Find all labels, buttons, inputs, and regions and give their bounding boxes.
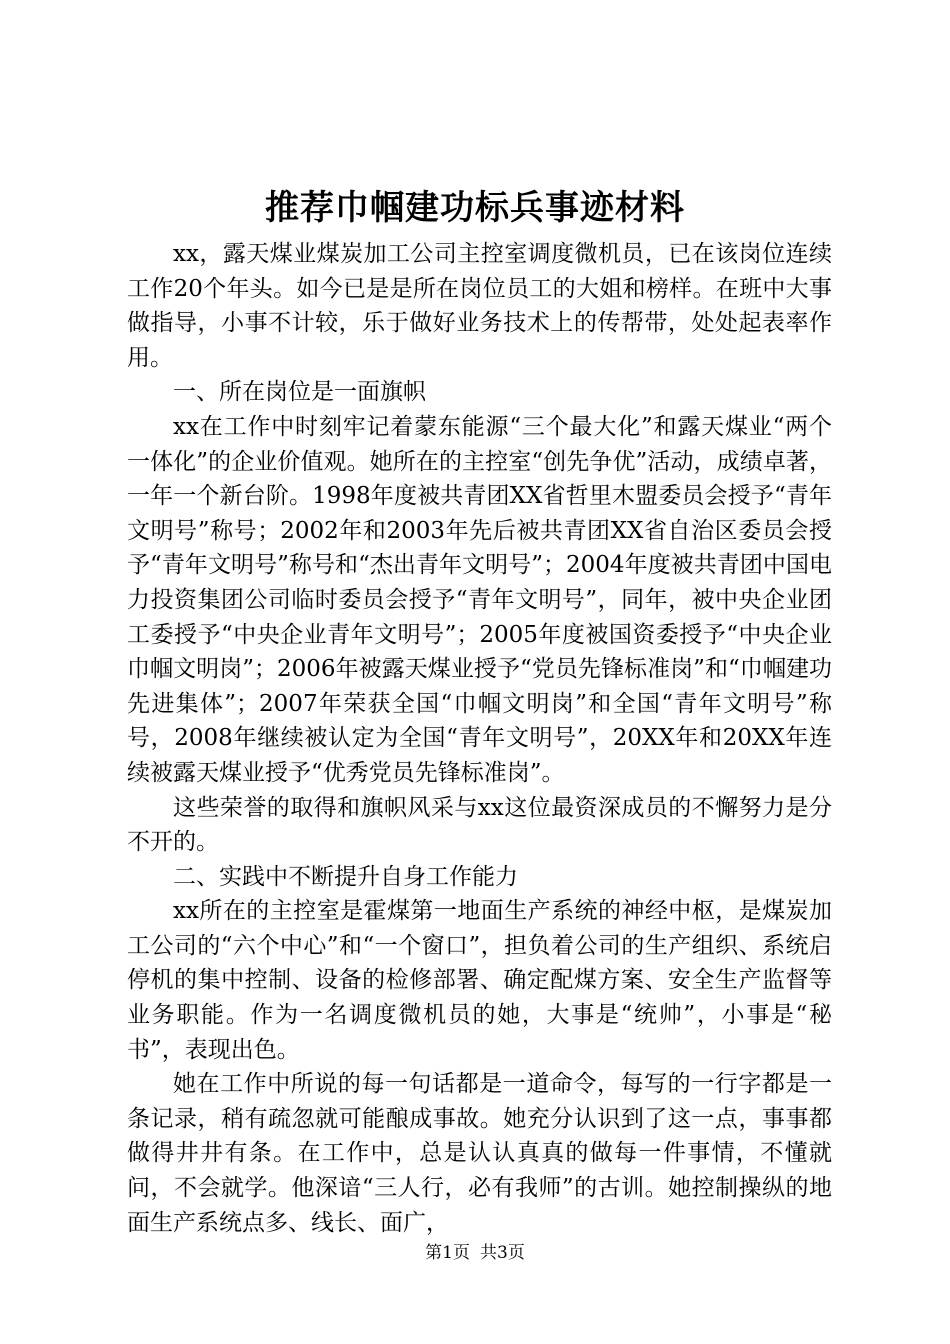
paragraph-honors: xx在工作中时刻牢记着蒙东能源“三个最大化”和露天煤业“两个一体化”的企业价值观。她所在的主控室“创先争优”活动，成绩卓著，一年一个新台阶。1998年度被共青团XX省哲里木盟委员会授予“青年文明号”称号；2002年和2003年先后被共青团XX省自治区委员会授予“青年文明号”称号和“杰出青年文明号”；2004年度被共青团中国电力投资集团公司临时委员会授予“青年文明号”，同年，被中央企业团工委授予“中央企业青年文明号”；2005年度被国资委授予“中央企业巾帼文明岗”；2006年被露天煤业授予“党员先锋标准岗”和“巾帼建功先进集体”；2007年荣获全国“巾帼文明岗”和全国“青年文明号”称号，2008年继续被认定为全国“青年文明号”，20XX年和20XX年连续被露天煤业授予“优秀党员先锋标准岗”。: [127, 413, 832, 786]
document-title: 推荐巾帼建功标兵事迹材料: [265, 188, 685, 228]
page-number-current: 第1页: [425, 1243, 470, 1263]
section-heading-2: 二、实践中不断提升自身工作能力: [173, 863, 518, 890]
paragraph-control-room: xx所在的主控室是霍煤第一地面生产系统的神经中枢，是煤炭加工公司的“六个中心”和“一个窗口”，担负着公司的生产组织、系统启停机的集中控制、设备的检修部署、确定配煤方案、安全生产监督等业务职能。作为一名调度微机员的她，大事是“统帅”，小事是“秘书”，表现出色。: [127, 898, 832, 1063]
paragraph-intro: xx，露天煤业煤炭加工公司主控室调度微机员，已在该岗位连续工作20个年头。如今已是是所在岗位员工的大姐和榜样。在班中大事做指导，小事不计较，乐于做好业务技术上的传帮带，处处起表率作用。: [127, 241, 832, 371]
page-number-total: 共3页: [480, 1243, 525, 1263]
paragraph-work-attitude: 她在工作中所说的每一句话都是一道命令，每写的一行字都是一条记录，稍有疏忽就可能酿成事故。她充分认识到了这一点，事事都做得井井有条。在工作中，总是认认真真的做每一件事情，不懂就问，不会就学。他深谙“三人行，必有我师”的古训。她控制操纵的地面生产系统点多、线长、面广，: [127, 1071, 832, 1236]
paragraph-summary: 这些荣誉的取得和旗帜风采与xx这位最资深成员的不懈努力是分不开的。: [127, 794, 832, 856]
section-heading-1: 一、所在岗位是一面旗帜: [173, 379, 426, 406]
page-footer: [0, 1242, 950, 1264]
document-body: [127, 237, 832, 1240]
